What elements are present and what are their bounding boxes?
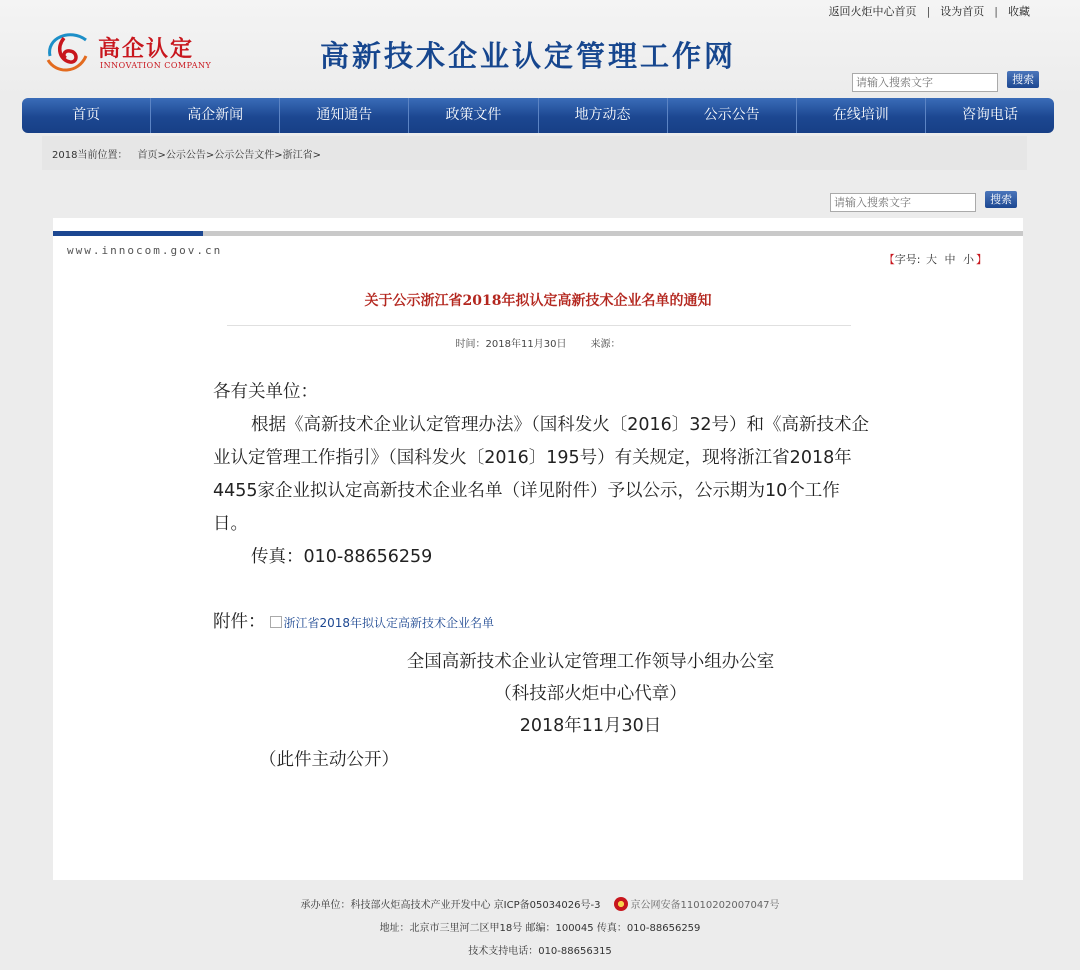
font-size-medium[interactable]: 中 <box>944 253 956 266</box>
font-size-small[interactable]: 小 <box>963 253 974 266</box>
nav-policy[interactable]: 政策文件 <box>409 98 538 133</box>
sign-date: 2018年11月30日 <box>519 716 662 736</box>
font-size-label: 字号: <box>894 253 921 266</box>
breadcrumb <box>52 146 321 161</box>
header-search <box>852 71 1039 92</box>
font-size-large[interactable]: 大 <box>926 253 937 266</box>
sign-organization: 全国高新技术企业认定管理工作领导小组办公室 <box>406 652 775 672</box>
broken-image-icon <box>270 616 282 628</box>
logo-en-text: INNOVATION COMPANY <box>100 61 212 70</box>
fax-line: 传真：010-88656259 <box>251 547 433 567</box>
nav-home[interactable]: 首页 <box>22 98 151 133</box>
breadcrumb-bar <box>42 136 1027 170</box>
attachment-link-text: 浙江省2018年拟认定高新技术企业名单 <box>283 616 495 630</box>
content-search <box>830 191 1017 212</box>
link-torch-home[interactable]: 返回火炬中心首页 <box>828 5 917 18</box>
main-nav <box>22 98 1054 133</box>
footer-gongan-link[interactable]: 京公网安备11010202007047号 <box>630 900 780 911</box>
header-search-button[interactable]: 搜索 <box>1007 71 1039 88</box>
breadcrumb-zhejiang[interactable]: 浙江省> <box>282 150 322 161</box>
article-time: 时间：2018年11月30日 <box>455 339 567 350</box>
body-paragraph: 根据《高新技术企业认定管理办法》（国科发火〔2016〕32号）和《高新技术企业认定管理工作指引》（国科发火〔2016〕195号）有关规定，现将浙江省2018年4455家企业拟认定高新技术企业名单（详见附件）予以公示，公示期为10个工作日。 <box>213 415 870 534</box>
logo-mark-icon <box>42 26 92 76</box>
font-size-switcher: 【字号: 大 中 小 】 <box>883 253 987 266</box>
panel-divider <box>53 231 1023 236</box>
site-domain: www.innocom.gov.cn <box>67 244 223 257</box>
nav-training[interactable]: 在线培训 <box>797 98 926 133</box>
article-body <box>213 376 873 574</box>
footer-line-1 <box>0 896 1080 911</box>
attachment-link[interactable] <box>270 616 495 630</box>
nav-notices[interactable]: 通知通告 <box>280 98 409 133</box>
attachment-label: 附件： <box>213 612 266 632</box>
header-search-input[interactable] <box>852 73 998 92</box>
content-search-button[interactable]: 搜索 <box>985 191 1017 208</box>
link-favorite[interactable]: 收藏 <box>1008 5 1030 18</box>
salutation: 各有关单位： <box>213 382 318 402</box>
breadcrumb-announcements[interactable]: 公示公告> <box>165 150 215 161</box>
breadcrumb-announcement-files[interactable]: 公示公告文件> <box>214 150 283 161</box>
breadcrumb-label: 2018当前位置： <box>52 150 128 161</box>
site-header <box>0 0 1080 98</box>
sign-seal: （科技部火炬中心代章） <box>494 684 687 704</box>
police-badge-icon <box>614 897 628 911</box>
nav-news[interactable]: 高企新闻 <box>151 98 280 133</box>
article-panel <box>53 218 1023 880</box>
top-links: 返回火炬中心首页 | 设为首页 | 收藏 <box>828 5 1030 18</box>
site-title: 高新技术企业认定管理工作网 <box>320 39 737 73</box>
nav-announcements[interactable]: 公示公告 <box>668 98 797 133</box>
public-note: （此件主动公开） <box>259 750 399 770</box>
breadcrumb-home[interactable]: 首页> <box>137 150 166 161</box>
nav-hotline[interactable]: 咨询电话 <box>961 107 1018 123</box>
footer-organizer: 承办单位：科技部火炬高技术产业开发中心 京ICP备05034026号-3 <box>300 900 601 911</box>
site-logo[interactable] <box>42 26 222 82</box>
footer-support-phone: 技术支持电话：010-88656315 <box>468 946 612 957</box>
footer-address: 地址：北京市三里河二区甲18号 邮编：100045 传真：010-88656259 <box>379 923 701 934</box>
logo-cn-text: 高企认定 <box>98 37 195 62</box>
article-meta <box>53 335 1023 350</box>
link-set-home[interactable]: 设为首页 <box>940 5 985 18</box>
article-title: 关于公示浙江省2018年拟认定高新技术企业名单的通知 <box>364 293 712 309</box>
title-divider <box>227 325 851 326</box>
article-source: 来源： <box>590 339 621 350</box>
attachment-row <box>213 608 494 633</box>
nav-local[interactable]: 地方动态 <box>539 98 668 133</box>
content-search-input[interactable] <box>830 193 976 212</box>
